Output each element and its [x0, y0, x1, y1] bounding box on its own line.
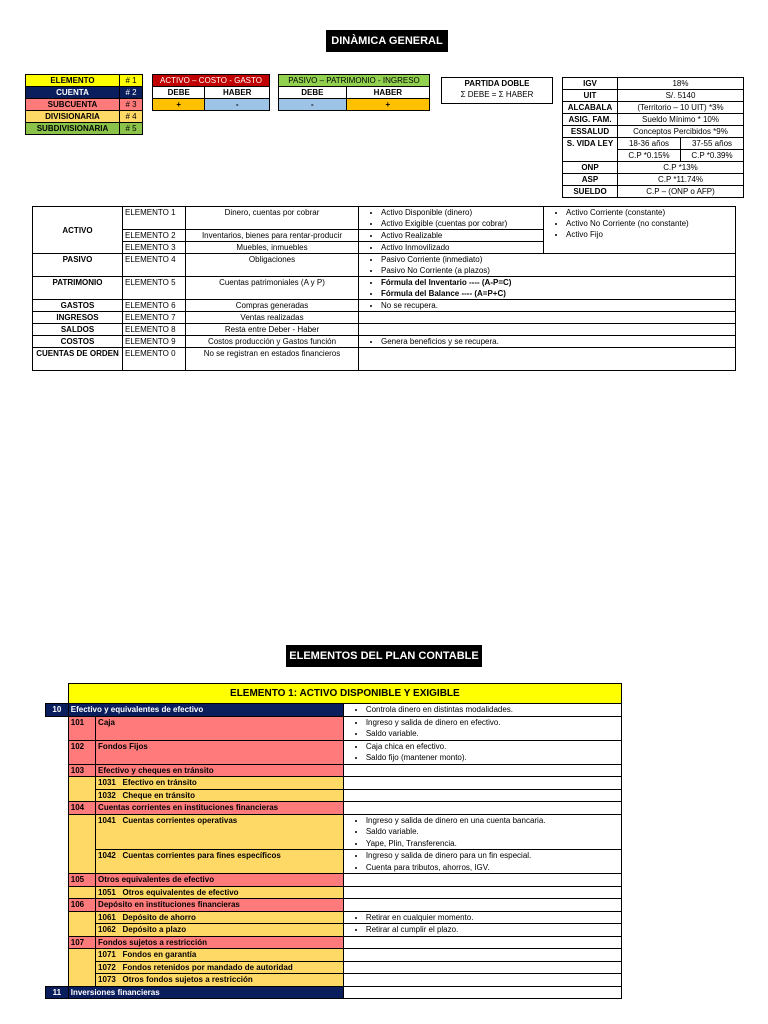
element-header: ELEMENTO 1: ACTIVO DISPONIBLE Y EXIGIBLE: [68, 684, 621, 704]
tax-label: ALCABALA: [563, 102, 618, 114]
partida-doble-box: [441, 77, 553, 104]
debe-label: DEBE: [279, 87, 347, 99]
tax-value: C.P *0.15%: [618, 150, 681, 162]
bullet-note: • Activo No Corriente (no constante): [566, 218, 733, 229]
element-number: ELEMENTO 7: [123, 312, 186, 324]
debe-label: DEBE: [153, 87, 205, 99]
account-name: [96, 974, 344, 987]
account-name: [96, 814, 344, 850]
element-description: Obligaciones: [186, 254, 359, 277]
legend-number: # 2: [120, 87, 143, 99]
account-label: Fondos en garantía: [122, 950, 197, 959]
partida-title: PARTIDA DOBLE: [442, 78, 553, 90]
account-label: Otros fondos sujetos a restricción: [122, 975, 253, 984]
account-code: 103: [68, 764, 95, 777]
tax-rates-table: [562, 77, 744, 198]
tax-label: SUELDO: [563, 186, 618, 198]
account-name: [96, 949, 344, 962]
pasivo-debe-haber: [278, 74, 430, 111]
element-number: ELEMENTO 5: [123, 277, 186, 300]
bullet-note: • Saldo variable.: [366, 728, 619, 740]
account-name: [96, 789, 344, 802]
account-name: [96, 911, 344, 924]
bullet-note: • Ingreso y salida de dinero para un fin especial.: [366, 850, 619, 862]
bullet-note: • Activo Fijo: [566, 229, 733, 240]
element-number: ELEMENTO 1: [123, 207, 186, 230]
bullet-note: • Retirar al cumplir el plazo.: [366, 924, 619, 936]
account-code: 101: [68, 716, 95, 740]
account-code: 1073: [98, 975, 116, 984]
account-code: 1071: [98, 950, 116, 959]
legend-label: CUENTA: [26, 87, 120, 99]
account-label: Cuentas corrientes operativas: [122, 815, 238, 825]
legend-number: # 1: [120, 75, 143, 87]
account-label: Depósito de ahorro: [122, 912, 196, 922]
element-description: Costos producción y Gastos función: [186, 336, 359, 348]
element-description: Ventas realizadas: [186, 312, 359, 324]
account-name: [96, 886, 344, 899]
plan-contable-table: [45, 683, 622, 999]
account-label: Cuentas corrientes para fines específicos: [122, 851, 281, 860]
account-name: Caja: [96, 716, 344, 740]
element-number: ELEMENTO 9: [123, 336, 186, 348]
legend-label: SUBCUENTA: [26, 99, 120, 111]
bullet-note: • Pasivo No Corriente (a plazos): [381, 265, 733, 276]
account-label: Fondos retenidos por mandado de autoridad: [122, 962, 293, 972]
account-code: 102: [68, 740, 95, 764]
account-label: Depósito a plazo: [122, 925, 187, 934]
account-name: [96, 961, 344, 974]
tax-label: S. VIDA LEY: [563, 138, 618, 162]
tax-value: C.P – (ONP o AFP): [618, 186, 744, 198]
category-gastos: GASTOS: [33, 300, 123, 312]
tax-value: Conceptos Percibidos *9%: [618, 126, 744, 138]
element-number: ELEMENTO 3: [123, 242, 186, 254]
tax-value: (Territorio – 10 UIT) *3%: [618, 102, 744, 114]
category-orden: CUENTAS DE ORDEN: [33, 348, 123, 371]
bullet-note: • Ingreso y salida de dinero en efectivo.: [366, 717, 619, 729]
account-code: 1062: [98, 925, 116, 934]
plan-title: ELEMENTOS DEL PLAN CONTABLE: [286, 645, 482, 667]
tax-value: C.P *11.74%: [618, 174, 744, 186]
category-patrimonio: PATRIMONIO: [33, 277, 123, 300]
page-title: DINÀMICA GENERAL: [326, 30, 448, 52]
account-name: [96, 850, 344, 874]
category-costos: COSTOS: [33, 336, 123, 348]
plus-sign: +: [346, 99, 429, 111]
activo-debe-haber: [152, 74, 270, 111]
legend-label: DIVISIONARIA: [26, 111, 120, 123]
account-name: [96, 924, 344, 937]
bullet-note: • Activo Inmovilizado: [381, 242, 541, 253]
tax-value: C.P *13%: [618, 162, 744, 174]
bullet-note: • Activo Exigible (cuentas por cobrar): [381, 218, 541, 229]
account-name: Cuentas corrientes en instituciones financieras: [96, 802, 344, 815]
legend-number: # 4: [120, 111, 143, 123]
bullet-note: • Cuenta para tributos, ahorros, IGV.: [366, 862, 619, 874]
account-label: Otros equivalentes de efectivo: [122, 887, 239, 897]
tax-value: S/. 5140: [618, 90, 744, 102]
category-saldos: SALDOS: [33, 324, 123, 336]
bullet-note: • Saldo variable.: [366, 826, 619, 838]
element-description: Resta entre Deber - Haber: [186, 324, 359, 336]
tax-value: Sueldo Mínimo * 10%: [618, 114, 744, 126]
bullet-note: • Caja chica en efectivo.: [366, 741, 619, 753]
bullet-note: • Controla dinero en distintas modalidades.: [366, 704, 619, 716]
legend-number: # 3: [120, 99, 143, 111]
age-range: 37-55 años: [681, 138, 744, 150]
account-name: Efectivo y cheques en tránsito: [96, 764, 344, 777]
account-code: 11: [46, 986, 69, 999]
element-description: Muebles, inmuebles: [186, 242, 359, 254]
age-range: 18-36 años: [618, 138, 681, 150]
account-name: Depósito en instituciones financieras: [96, 899, 344, 912]
account-name: Fondos sujetos a restricción: [96, 936, 344, 949]
legend-label: SUBDIVISIONARIA: [26, 123, 120, 135]
tax-label: UIT: [563, 90, 618, 102]
bullet-note: • Fórmula del Inventario ---- (A-P=C): [381, 277, 733, 288]
tax-label: ASIG. FAM.: [563, 114, 618, 126]
account-level-legend: [25, 74, 143, 135]
activo-box-title: ACTIVO – COSTO - GASTO: [153, 75, 270, 87]
account-code: 1042: [98, 851, 116, 860]
bullet-note: • Pasivo Corriente (inmediato): [381, 254, 733, 265]
pasivo-box-title: PASIVO – PATRIMONIO - INGRESO: [279, 75, 430, 87]
account-name: Inversiones financieras: [68, 986, 343, 999]
elements-table: [32, 206, 736, 371]
element-number: ELEMENTO 2: [123, 230, 186, 242]
bullet-note: • Fórmula del Balance ---- (A=P+C): [381, 288, 733, 299]
tax-label: ASP: [563, 174, 618, 186]
bullet-note: • Activo Disponible (dinero): [381, 207, 541, 218]
account-name: Otros equivalentes de efectivo: [96, 874, 344, 887]
bullet-note: • Retirar en cualquier momento.: [366, 912, 619, 924]
account-code: 1041: [98, 815, 116, 825]
element-number: ELEMENTO 6: [123, 300, 186, 312]
bullet-note: • Saldo fijo (mantener monto).: [366, 752, 619, 764]
bullet-note: • Ingreso y salida de dinero en una cuenta bancaria.: [366, 815, 619, 827]
account-code: 1032: [98, 790, 116, 800]
tax-label: IGV: [563, 78, 618, 90]
tax-value: C.P *0.39%: [681, 150, 744, 162]
bullet-note: • Activo Realizable: [381, 230, 541, 241]
element-number: ELEMENTO 4: [123, 254, 186, 277]
bullet-note: • Yape, Plin, Transferencia.: [366, 838, 619, 850]
account-code: 1072: [98, 962, 116, 972]
account-code: 106: [68, 899, 95, 912]
plus-sign: +: [153, 99, 205, 111]
minus-sign: -: [205, 99, 270, 111]
partida-formula: Σ DEBE = Σ HABER: [442, 89, 553, 104]
element-description: Compras generadas: [186, 300, 359, 312]
account-name: Efectivo y equivalentes de efectivo: [68, 704, 343, 717]
haber-label: HABER: [346, 87, 429, 99]
account-code: 1061: [98, 912, 116, 922]
category-ingresos: INGRESOS: [33, 312, 123, 324]
tax-label: ESSALUD: [563, 126, 618, 138]
account-label: Efectivo en tránsito: [122, 778, 197, 787]
haber-label: HABER: [205, 87, 270, 99]
account-name: [96, 777, 344, 790]
account-code: 1031: [98, 778, 116, 787]
tax-value: 18%: [618, 78, 744, 90]
bullet-note: • Activo Corriente (constante): [566, 207, 733, 218]
legend-label: ELEMENTO: [26, 75, 120, 87]
element-description: Inventarios, bienes para rentar-producir: [186, 230, 359, 242]
account-code: 104: [68, 802, 95, 815]
category-activo: ACTIVO: [33, 207, 123, 254]
element-number: ELEMENTO 8: [123, 324, 186, 336]
account-code: 1051: [98, 887, 116, 897]
bullet-note: • Genera beneficios y se recupera.: [381, 336, 733, 347]
account-code: 10: [46, 704, 69, 717]
element-description: Cuentas patrimoniales (A y P): [186, 277, 359, 300]
minus-sign: -: [279, 99, 347, 111]
legend-number: # 5: [120, 123, 143, 135]
element-description: Dinero, cuentas por cobrar: [186, 207, 359, 230]
category-pasivo: PASIVO: [33, 254, 123, 277]
tax-label: ONP: [563, 162, 618, 174]
account-code: 105: [68, 874, 95, 887]
element-description: No se registran en estados financieros: [186, 348, 359, 371]
account-label: Cheque en tránsito: [122, 790, 195, 800]
account-name: Fondos Fijos: [96, 740, 344, 764]
account-code: 107: [68, 936, 95, 949]
element-number: ELEMENTO 0: [123, 348, 186, 371]
bullet-note: • No se recupera.: [381, 300, 733, 311]
